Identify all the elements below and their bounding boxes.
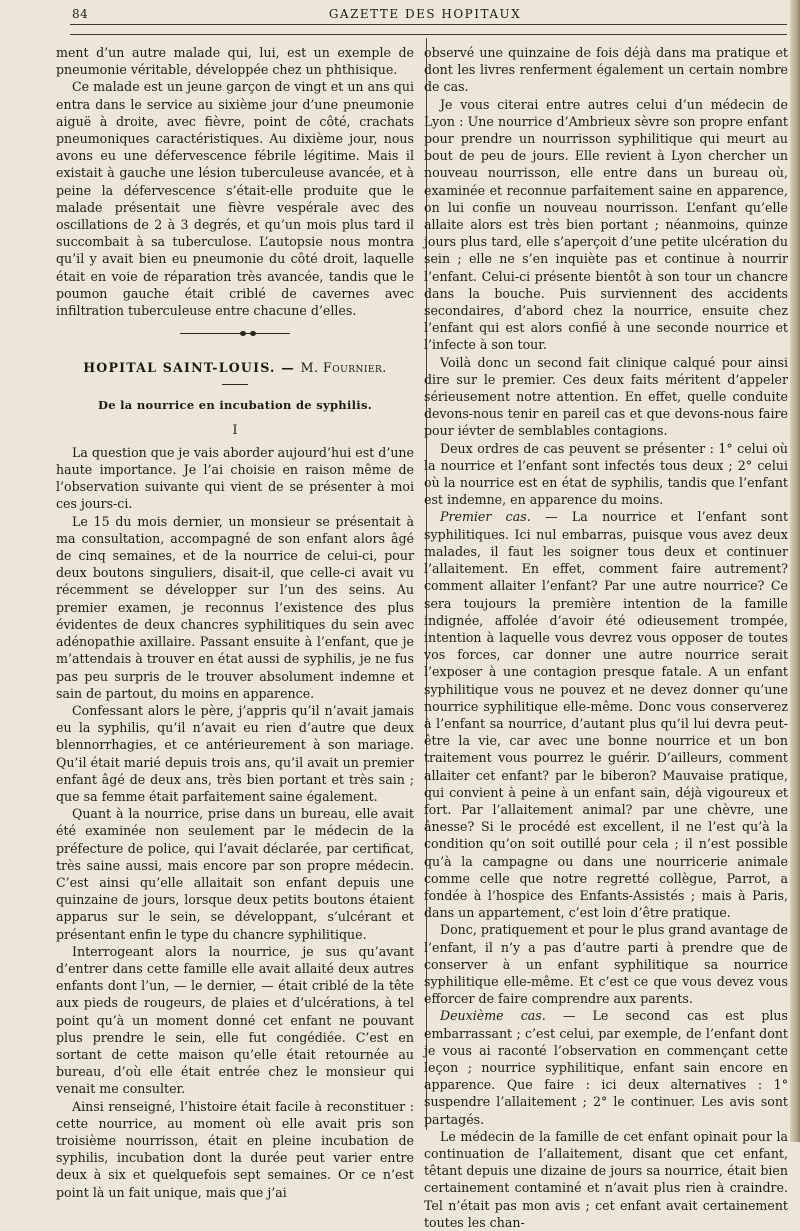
- header-rule: [70, 24, 787, 25]
- header-rule-double: [70, 34, 787, 35]
- paragraph: La question que je vais aborder aujourd’hui est d’une haute importance. Je l’ai choisie en raison même de l’observation suivante qui vient de se présenter à moi ces jours-ci.: [56, 444, 414, 512]
- paragraph: Donc, pratiquement et pour le plus grand avantage de l’enfant, il n’y a pas d’autre parti à prendre que de conserver à un enfant syphilitique sa nourrice syphilitique elle-même. Et c’est ce que vous devez vous efforcer de faire comprendre aux parents.: [424, 922, 788, 1007]
- paragraph: Confessant alors le père, j’appris qu’il n’avait jamais eu la syphilis, qu’il n’avait eu rien d’autre que deux blennorrhagies, et ce antérieurement à son mariage. Qu’il était marié depuis trois ans, qu’il avait un premier enfant âgé de deux ans, très bien portant et très sain ; que sa femme était parfaitement saine également.: [56, 702, 414, 804]
- paragraph: Ainsi renseigné, l’histoire était facile à reconstituer : cette nourrice, au moment où elle avait pris son troisième nourrisson, était en pleine incubation de syphilis, incubation dont la durée peut varier entre deux à six et quelquefois sept semaines. Or ce n’est point là un fait unique, mais que j’ai: [56, 1098, 414, 1200]
- paragraph: Je vous citerai entre autres celui d’un médecin de Lyon : Une nourrice d’Ambrieux sèvre son propre enfant pour prendre un nourrisson syphilitique qui meurt au bout de peu de jours. Elle revient à Lyon chercher un nouveau nourrisson, elle entre dans un bureau où, examinée et reconnue parfaitement saine en apparence, on lui confie un nouveau nourrisson. L’enfant qu’elle allaite alors est très bien portant ; néanmoins, quinze jours plus tard, elle s’aperçoit d’une petite ulcération du sein ; elle ne s’en inquiète pas et continue à nourrir l’enfant. Celui-ci présente bientôt à son tour un chancre dans la bouche. Puis surviennent des accidents secondaires, d’abord chez la nourrice, ensuite chez l’enfant qui est alors confié à une seconde nourrice et l’infecte à son tour.: [424, 96, 788, 353]
- page-number: 84: [72, 7, 89, 21]
- case-2-text: — Le second cas est plus embarrassant ; c’est celui, par exemple, de l’enfant dont je vous ai raconté l’observation en commençant cette leçon ; nourrice syphilitique, enfant sain encore en apparence. Que faire : ici deux alternatives : 1° suspendre l’allaitement ; 2° le continuer. Les avis sont partagés.: [424, 1008, 788, 1127]
- journal-title: GAZETTE DES HOPITAUX: [328, 7, 522, 21]
- continued-paragraph: observé une quinzaine de fois déjà dans ma pratique et dont les livres renferment également un certain nombre de cas.: [424, 45, 788, 95]
- paragraph-case-2: [424, 1007, 788, 1127]
- case-1-label: Premier cas.: [440, 509, 531, 525]
- paragraph: Deux ordres de cas peuvent se présenter : 1° celui où la nourrice et l’enfant sont infectés tous deux ; 2° celui où la nourrice est en état de syphilis, tandis que l’enfant est indemne, en apparence du moins.: [424, 440, 788, 508]
- hospital-name: HOPITAL SAINT-LOUIS. —: [83, 360, 296, 376]
- continued-paragraph: ment d’un autre malade qui, lui, est un exemple de pneumonie véritable, développée chez un phthisique.: [56, 45, 414, 78]
- left-column: [56, 44, 414, 1201]
- chapter-numeral: I: [232, 421, 238, 437]
- case-2-label: Deuxième cas.: [440, 1008, 546, 1024]
- paragraph: Le médecin de la famille de cet enfant opinait pour la continuation de l’allaitement, disant que cet enfant, têtant depuis une dizaine de jours sa nourrice, était bien certainement contaminé et n’avait plus rien à craindre. Tel n’était pas mon avis ; cet enfant avait certainement toutes les chan-: [424, 1128, 788, 1230]
- article-title: De la nourrice en incubation de syphilis.: [97, 398, 373, 413]
- paragraph-case-1: [424, 508, 788, 921]
- paragraph: Voilà donc un second fait clinique calqué pour ainsi dire sur le premier. Ces deux faits méritent d’appeler sérieusement notre attention. En effet, quelle conduite devons-nous tenir en pareil cas et que devons-nous faire pour iévter de semblables contagions.: [424, 354, 788, 439]
- short-rule: [222, 384, 248, 385]
- paragraph: Interrogeant alors la nourrice, je sus qu’avant d’entrer dans cette famille elle avait allaité deux autres enfants dont l’un, — le dernier, — était criblé de la tête aux pieds de rougeurs, de plaies et d’ulcérations, à tel point qu’à un moment donné cet enfant ne pouvant plus prendre le sein, elle fut congédiée. C’est en sortant de cette maison qu’elle était retournée au bureau, d’où elle était entrée chez le monsieur qui venait me consulter.: [56, 943, 414, 1097]
- paragraph: Ce malade est un jeune garçon de vingt et un ans qui entra dans le service au sixième jour d’une pneumonie aiguë à droite, avec fièvre, point de côté, crachats pneumoniques caractéristiques. Au dixième jour, nous avons eu une défervescence fébrile légitime. Mais il existait à gauche une lésion tuberculeuse avancée, et à peine la défervescence s’était-elle produite que le malade présentait une fièvre vespérale avec des oscillations de 2 à 3 degrés, et qu’un mois plus tard il succombait à sa tuberculose. L’autopsie nous montra qu’il y avait bien eu pneumonie du côté droit, laquelle était en voie de réparation très avancée, tandis que le poumon gauche était criblé de cavernes avec infiltration tuberculeuse entre chacune d’elles.: [56, 79, 414, 319]
- paragraph: Quant à la nourrice, prise dans un bureau, elle avait été examinée non seulement par le médecin de la préfecture de police, qui l’avait déclarée, par certificat, très saine aussi, mais encore par son propre médecin. C’est ainsi qu’elle allaitait son enfant depuis une quinzaine de jours, lorsque deux petits boutons étaient apparus sur le sein, se développant, s’ulcérant et présentant enfin le type du chancre syphilitique.: [56, 806, 414, 942]
- right-column: [424, 44, 788, 1231]
- section-ornament: [180, 331, 290, 337]
- page-header: [60, 4, 790, 24]
- case-1-text: — La nourrice et l’enfant sont syphilitiques. Ici nul embarras, puisque vous avez deux malades, il faut les soigner tous deux et continuer l’allaitement. En effet, comment faire autrement? comment allaiter l’enfant? Par une autre nourrice? Ce sera toujours la première intention de la famille indignée, affolée d’avoir été odieusement trompée, intention à laquelle vous devrez vous opposer de toutes vos forces, car donner une autre nourrice serait l’exposer à une contagion presque fatale. A un enfant syphilitique vous ne pouvez et ne devez donner qu’une nourrice syphilitique elle-même. Donc vous conserverez à l’enfant sa nourrice, d’autant plus qu’il lui devra peut-être la vie, car avec une bonne nourrice et un bon traitement vous pourrez le guérir. D’ailleurs, comment allaiter cet enfant? par le biberon? Mauvaise pratique, qui convient à peine à un enfant sain, déjà vigoureux et fort. Par l’allaitement animal? par une chèvre, une ânesse? Si le procédé est excellent, il ne l’est qu’à la condition qu’on soit outillé pour cela ; il n’est possible qu’à la campagne ou dans une nourricerie animale comme celle que notre regretté collègue, Parrot, a fondée à l’hospice des Enfants-Assistés ; mais à Paris, dans un appartement, c’est loin d’être pratique.: [424, 509, 789, 921]
- section-author: M. Fournier.: [300, 360, 387, 376]
- section-heading: [56, 359, 414, 376]
- paragraph: Le 15 du mois dernier, un monsieur se présentait à ma consultation, accompagné de son enfant alors âgé de cinq semaines, et de la nourrice de celui-ci, pour deux boutons singuliers, disait-il, que celle-ci avait vu récemment se développer sur l’un des seins. Au premier examen, je reconnus l’existence des plus évidentes de deux chancres syphilitiques du sein avec adénopathie axillaire. Passant ensuite à l’enfant, que je m’attendais à trouver en état aussi de syphilis, je ne fus pas peu surpris de le trouver absolument indemne et sain de partout, du moins en apparence.: [56, 513, 414, 701]
- page-edge: [790, 0, 800, 1142]
